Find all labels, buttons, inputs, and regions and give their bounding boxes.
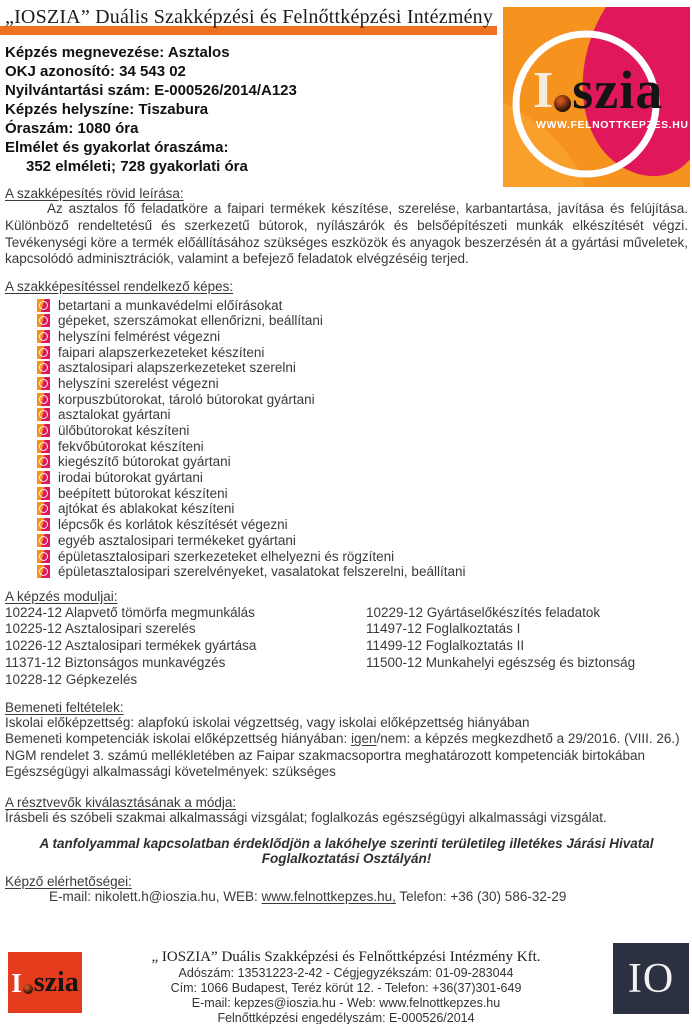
list-item (5, 407, 688, 423)
course-info-line: Elmélet és gyakorlat óraszáma: (5, 139, 229, 156)
ioszia-bullet-icon (37, 377, 50, 390)
footer (0, 942, 692, 1024)
entry-line-3: NGM rendelet 3. számú mellékletében az Faipar szakmacsoportra meghatározott kompetenciák birtokában (5, 747, 646, 763)
list-item-label: épületasztalosipari szerkezeteket elhelyezni és rögzíteni (58, 548, 395, 564)
list-item-label: beépített bútorokat készíteni (58, 485, 228, 501)
list-item-label: kiegészítő bútorokat gyártani (58, 454, 231, 470)
list-item (5, 501, 688, 517)
modules-right-column (366, 605, 635, 672)
list-item (5, 329, 688, 345)
ioszia-bullet-icon (37, 408, 50, 421)
module-item: 10225-12 Asztalosipari szerelés (5, 621, 196, 637)
module-item: 11500-12 Munkahelyi egészség és biztonság (366, 654, 636, 670)
list-item-label: helyszíni felmérést végezni (58, 328, 221, 344)
list-item-label: korpuszbútorokat, tároló bútorokat gyártani (58, 391, 315, 407)
section-heading-modules: A képzés moduljai: (5, 588, 118, 604)
ioszia-bullet-icon (37, 361, 50, 374)
contact-line (5, 889, 688, 906)
list-item-label: ülőbútorokat készíteni (58, 423, 190, 439)
list-item (5, 517, 688, 533)
list-item-label: fekvőbútorokat készíteni (58, 438, 204, 454)
ioszia-bullet-icon (37, 471, 50, 484)
ioszia-bullet-icon (37, 314, 50, 327)
section-heading-description: A szakképesítés rövid leírása: (5, 186, 184, 201)
list-item-label: ajtókat és ablakokat készíteni (58, 501, 235, 517)
module-item: 11371-12 Biztonságos munkavégzés (5, 654, 226, 670)
list-item-label: helyszíni szerelést végezni (58, 375, 219, 391)
ioszia-bullet-icon (37, 299, 50, 312)
course-info-line: Képzés helyszíne: Tiszabura (5, 101, 209, 118)
entry-line-2-suffix: /nem: a képzés megkezdhető a 29/2016. (VIII. 26.) (376, 731, 680, 747)
list-item (5, 454, 688, 470)
module-item: 10226-12 Asztalosipari termékek gyártása (5, 638, 257, 654)
module-item: 11499-12 Foglalkoztatás II (366, 638, 525, 654)
module-item: 11497-12 Foglalkoztatás I (366, 621, 521, 637)
footer-logo-letter-i: I (11, 967, 22, 998)
course-info-line: OKJ azonosító: 34 543 02 (5, 63, 186, 80)
logo-letters-szia: szia (572, 60, 664, 120)
ioszia-bullet-icon (37, 550, 50, 563)
footer-logo-wordmark (11, 966, 79, 998)
notice-text: A tanfolyammal kapcsolatban érdeklődjön a lakóhelye szerinti területileg illetékes Járási Hivatal Foglalkoztatási Osztályán! (39, 835, 654, 867)
page-title: „IOSZIA” Duális Szakképzési és Felnőttképzési Intézmény (5, 6, 494, 28)
contact-suffix: Telefon: +36 (30) 586-32-29 (395, 888, 567, 904)
modules-columns (5, 605, 688, 689)
footer-info-block (90, 948, 602, 1024)
list-item (5, 344, 688, 360)
section-heading-selection: A résztvevők kiválasztásának a módja: (5, 794, 237, 810)
description-paragraph: Az asztalos fő feladatköre a faipari termékek készítése, szerelése, karbantartása, javítása és felújítása. Különböző rendeltetésű és szerkezetű bútorok, nyílászárók és belsőépítészeti munkák elkészítését végzi. Tevékenységi köre a termék előállításához szükséges eszközök és anyagok beszerzésén át a gyártási műveletek, kapcsolódó adminisztrációk, valamint a befejező feladatok elvégzéséig terjed. (5, 201, 688, 267)
list-item (5, 423, 688, 439)
course-info-line: Óraszám: 1080 óra (5, 120, 139, 137)
list-item-label: irodai bútorokat gyártani (58, 470, 203, 486)
entry-line-1: Iskolai előképzettség: alapfokú iskolai végzettség, vagy iskolai előképzettség hiányában (5, 714, 530, 730)
footer-info-line: Adószám: 13531223-2-42 - Cégjegyzékszám: 01-09-283044 (178, 966, 514, 980)
course-info-line: Képzés megnevezése: Asztalos (5, 44, 230, 61)
entry-line-2 (5, 731, 688, 748)
list-item-label: betartani a munkavédelmi előírásokat (58, 297, 283, 313)
ioszia-bullet-icon (37, 565, 50, 578)
module-item: 10228-12 Gépkezelés (5, 671, 138, 687)
logo-website-text: WWW.FELNOTTKEPZES.HU (536, 119, 689, 131)
course-info-line: Nyilvántartási szám: E-000526/2014/A123 (5, 82, 297, 99)
list-item-label: gépeket, szerszámokat ellenőrizni, beállítani (58, 313, 323, 329)
list-item-label: egyéb asztalosipari termékeket gyártani (58, 532, 296, 548)
module-item: 10224-12 Alapvető tömörfa megmunkálás (5, 604, 255, 620)
ioszia-bullet-icon (37, 534, 50, 547)
list-item-label: asztalosipari alapszerkezeteket szerelni (58, 360, 296, 376)
ioszia-bullet-icon (37, 440, 50, 453)
footer-company-name: „ IOSZIA” Duális Szakképzési és Felnőttképzési Intézmény Kft. (151, 949, 541, 965)
footer-io-logo: IO (613, 943, 689, 1014)
list-item (5, 564, 688, 580)
module-item: 10229-12 Gyártáselőkészítés feladatok (366, 604, 601, 620)
list-item (5, 376, 688, 392)
list-item-label: asztalokat gyártani (58, 407, 171, 423)
ioszia-bullet-icon (37, 330, 50, 343)
list-item-label: faipari alapszerkezeteket készíteni (58, 344, 265, 360)
ioszia-bullet-icon (37, 424, 50, 437)
entry-line-2-prefix: Bemeneti kompetenciák iskolai előképzettség hiányában: (5, 731, 351, 747)
contact-prefix: E-mail: nikolett.h@ioszia.hu, WEB: (49, 888, 262, 904)
list-item (5, 391, 688, 407)
ioszia-bullet-icon (37, 393, 50, 406)
ioszia-logo (503, 7, 690, 187)
list-item (5, 360, 688, 376)
section-heading-capabilities: A szakképesítéssel rendelkező képes: (5, 279, 234, 295)
list-item (5, 297, 688, 313)
selection-body: Írásbeli és szóbeli szakmai alkalmassági vizsgálat; foglalkozás egészségügyi alkalmassági vizsgálat. (5, 809, 607, 825)
course-hours-detail: 352 elméleti; 728 gyakorlati óra (26, 158, 248, 175)
ioszia-bullet-icon (37, 455, 50, 468)
ioszia-bullet-icon (37, 502, 50, 515)
list-item (5, 533, 688, 549)
footer-info-line: Cím: 1066 Budapest, Teréz körút 12. - Telefon: +36(37)301-649 (170, 981, 522, 995)
list-item-label: épületasztalosipari szerelvényeket, vasalatokat felszerelni, beállítani (58, 564, 466, 580)
logo-letter-i: I (533, 62, 554, 119)
ioszia-bullet-icon (37, 518, 50, 531)
entry-line-4: Egészségügyi alkalmassági követelmények: szükséges (5, 764, 336, 780)
ioszia-bullet-icon (37, 346, 50, 359)
entry-line-2-yes: igen (350, 731, 377, 747)
section-heading-contact: Képző elérhetőségei: (5, 873, 132, 889)
footer-logo-o-ball-icon (23, 984, 33, 994)
footer-info-line: Felnőttképzési engedélyszám: E-000526/2014 (217, 1011, 475, 1024)
footer-ioszia-logo (8, 952, 82, 1013)
logo-o-ball-icon (554, 95, 571, 112)
capabilities-list (5, 297, 688, 579)
list-item (5, 548, 688, 564)
footer-info-line: E-mail: kepzes@ioszia.hu - Web: www.felnottkepzes.hu (191, 996, 501, 1010)
footer-logo-letters-szia: szia (33, 966, 79, 998)
ioszia-bullet-icon (37, 487, 50, 500)
list-item (5, 438, 688, 454)
course-info-block (5, 43, 485, 176)
list-item (5, 313, 688, 329)
list-item (5, 470, 688, 486)
contact-web-link[interactable]: www.felnottkepzes.hu, (261, 888, 396, 904)
list-item-label: lépcsők és korlátok készítését végezni (58, 517, 288, 533)
ioszia-logo-wordmark (533, 60, 664, 120)
list-item (5, 485, 688, 501)
section-heading-entry: Bemeneti feltételek: (5, 699, 124, 715)
